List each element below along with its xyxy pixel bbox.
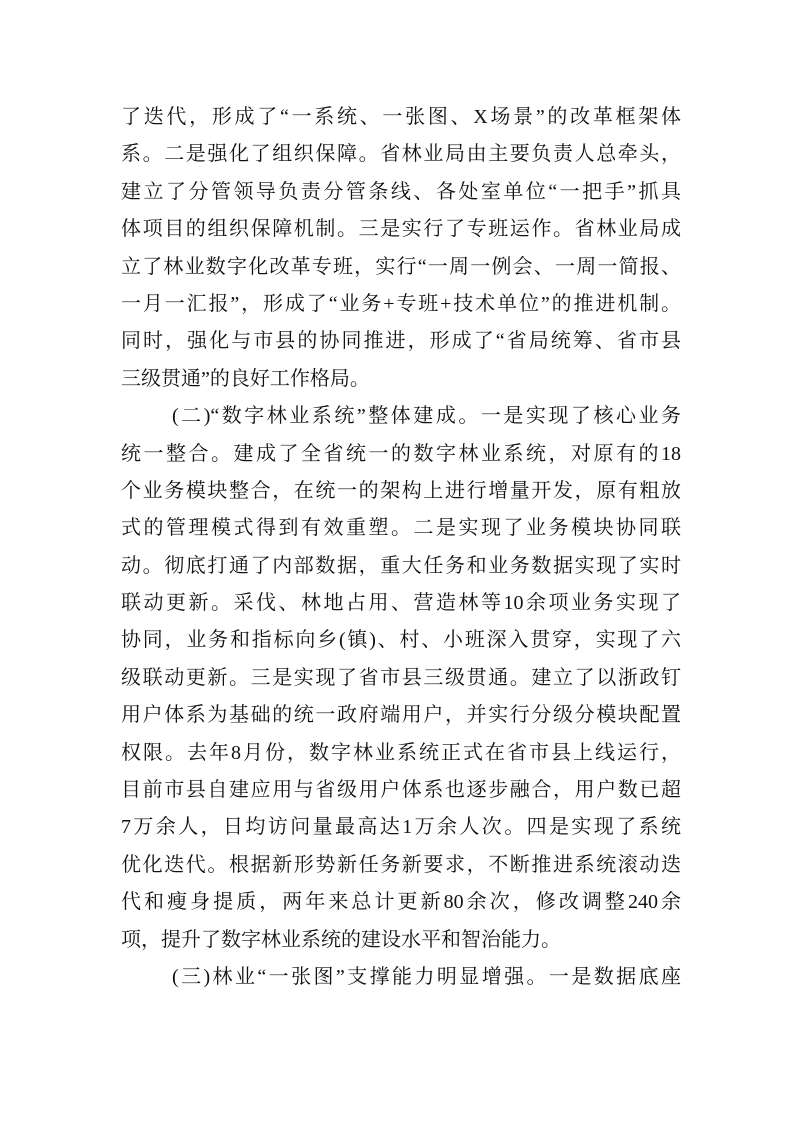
- text-line: (二)“数字林业系统”整体建成。一是实现了核心业务: [172, 405, 681, 428]
- text-line: 用户体系为基础的统一政府端用户，并实行分级分模块配置: [121, 704, 681, 727]
- text-line: 个业务模块整合，在统一的架构上进行增量开发，原有粗放: [121, 479, 681, 502]
- text-line: 7万余人，日均访问量最高达1万余人次。四是实现了系统: [121, 816, 681, 839]
- text-line: 三级贯通”的良好工作格局。: [121, 367, 370, 390]
- text-line: 体项目的组织保障机制。三是实行了专班运作。省林业局成: [121, 218, 681, 241]
- text-line: 了迭代，形成了“一系统、一张图、X场景”的改革框架体: [121, 106, 681, 128]
- text-line: (三)林业“一张图”支撑能力明显增强。一是数据底座: [172, 965, 681, 988]
- text-line: 一月一汇报”，形成了“业务+专班+技术单位”的推进机制。: [121, 292, 681, 315]
- text-line: 联动更新。采伐、林地占用、营造林等10余项业务实现了: [121, 592, 681, 615]
- text-line: 同时，强化与市县的协同推进，形成了“省局统筹、省市县: [121, 330, 681, 353]
- text-line: 项，提升了数字林业系统的建设水平和智治能力。: [121, 928, 561, 951]
- text-line: 协同，业务和指标向乡(镇)、村、小班深入贯穿，实现了六: [121, 629, 681, 652]
- text-line: 立了林业数字化改革专班，实行“一周一例会、一周一简报、: [121, 255, 681, 278]
- text-line: 建立了分管领导负责分管条线、各处室单位“一把手”抓具: [121, 180, 681, 203]
- text-line: 式的管理模式得到有效重塑。二是实现了业务模块协同联: [121, 517, 681, 540]
- text-line: 代和瘦身提质，两年来总计更新80余次，修改调整240余: [121, 891, 681, 914]
- text-line: 优化迭代。根据新形势新任务新要求，不断推进系统滚动迭: [121, 853, 681, 876]
- paragraph: [121, 99, 681, 398]
- text-line: 目前市县自建应用与省级用户体系也逐步融合，用户数已超: [121, 779, 681, 802]
- document-page: [121, 99, 681, 996]
- text-line: 动。彻底打通了内部数据，重大任务和业务数据实现了实时: [121, 554, 681, 577]
- text-line: 级联动更新。三是实现了省市县三级贯通。建立了以浙政钉: [121, 666, 681, 689]
- paragraph: [121, 398, 681, 959]
- text-line: 系。二是强化了组织保障。省林业局由主要负责人总牵头，: [121, 143, 681, 166]
- text-line: 统一整合。建成了全省统一的数字林业系统，对原有的18: [121, 442, 681, 465]
- text-line: 权限。去年8月份，数字林业系统正式在省市县上线运行，: [121, 741, 681, 764]
- paragraph: [121, 959, 681, 996]
